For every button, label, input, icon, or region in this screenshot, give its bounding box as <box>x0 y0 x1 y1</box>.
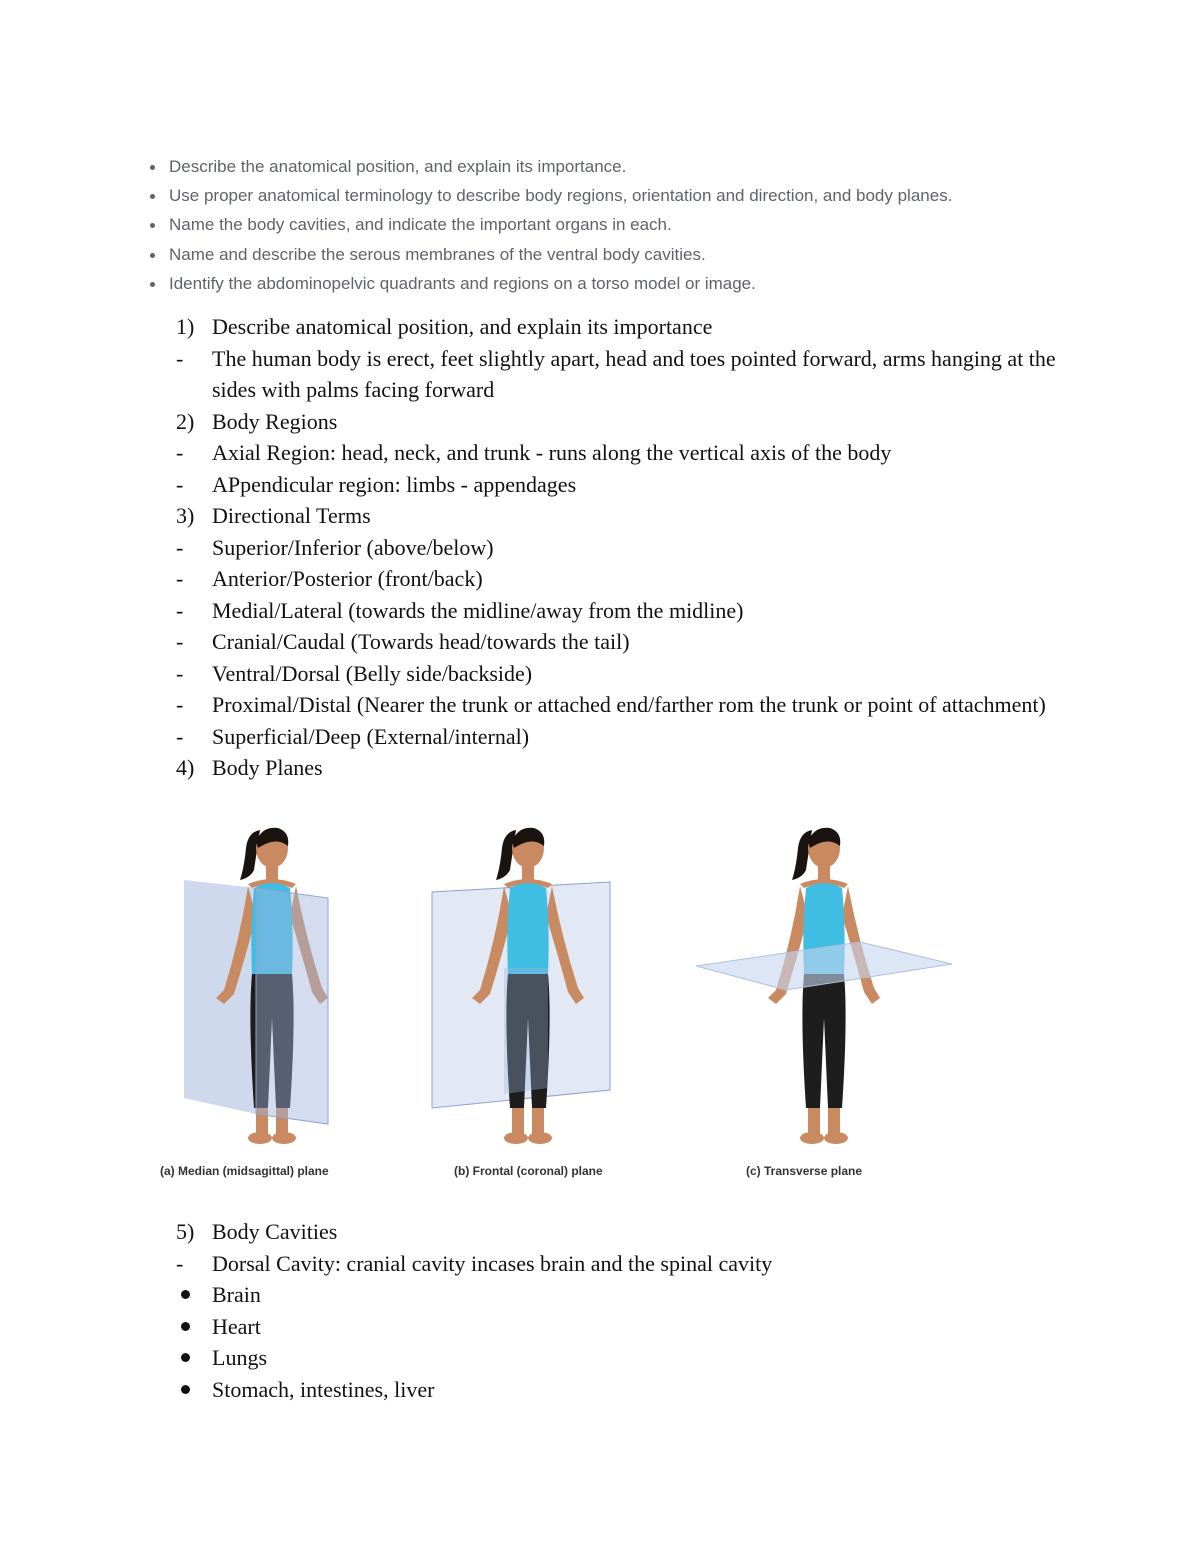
note-marker: - <box>176 629 184 654</box>
note-row <box>176 532 1076 564</box>
transverse-plane-panel <box>690 818 980 1188</box>
frontal-plane-shape-front <box>504 968 548 1094</box>
note-row <box>176 311 1076 343</box>
objective-item: Describe the anatomical position, and explain its importance. <box>150 152 952 181</box>
note-marker: - <box>176 471 184 497</box>
note-text: Anterior/Posterior (front/back) <box>212 566 483 591</box>
frontal-plane-panel <box>430 818 690 1188</box>
median-plane-shape-front <box>256 888 328 1124</box>
note-text: Heart <box>212 1313 261 1339</box>
note-text: Lungs <box>212 1345 267 1370</box>
note-row <box>176 406 1076 438</box>
note-marker: - <box>176 692 184 717</box>
note-row <box>176 1342 1076 1374</box>
note-marker: - <box>176 534 184 560</box>
objective-item: Identify the abdominopelvic quadrants and regions on a torso model or image. <box>150 269 952 298</box>
note-text: Stomach, intestines, liver <box>212 1376 435 1402</box>
note-marker: - <box>176 345 184 371</box>
note-text: Brain <box>212 1282 261 1307</box>
notes-top <box>176 311 1076 784</box>
note-text: Superficial/Deep (External/internal) <box>212 723 530 749</box>
transverse-plane-illustration <box>690 818 960 1163</box>
figure-caption-b: (b) Frontal (coronal) plane <box>454 1164 603 1178</box>
note-row <box>176 689 1076 721</box>
note-row <box>176 1279 1076 1311</box>
figure-caption-a: (a) Median (midsagittal) plane <box>160 1164 329 1178</box>
note-text: Describe anatomical position, and explain its importance <box>212 314 713 339</box>
note-row <box>176 469 1076 501</box>
note-text: The human body is erect, feet slightly apart, head and toes pointed forward, arms hanging at the sides with palms facing forward <box>212 345 1056 402</box>
note-text: Proximal/Distal (Nearer the trunk or attached end/farther rom the trunk or point of attachment) <box>212 692 1046 717</box>
note-row <box>176 658 1076 690</box>
note-marker: - <box>176 566 184 591</box>
note-row <box>176 626 1076 658</box>
note-row <box>176 1216 1076 1248</box>
note-row <box>176 752 1076 784</box>
note-text: Cranial/Caudal (Towards head/towards the tail) <box>212 629 630 654</box>
note-marker: 3) <box>176 503 195 528</box>
note-marker: 1) <box>176 314 195 339</box>
note-row <box>176 595 1076 627</box>
learning-objectives <box>150 152 952 298</box>
objective-item: Name the body cavities, and indicate the important organs in each. <box>150 210 952 239</box>
note-marker: - <box>176 660 184 686</box>
note-text: Dorsal Cavity: cranial cavity incases brain and the spinal cavity <box>212 1250 773 1276</box>
note-marker: - <box>176 1250 184 1276</box>
notes-bottom <box>176 1216 1076 1405</box>
note-marker: - <box>176 597 184 623</box>
transverse-plane-shape <box>696 942 952 990</box>
note-text: Body Planes <box>212 755 323 780</box>
note-row <box>176 1311 1076 1343</box>
note-row <box>176 1374 1076 1406</box>
note-row <box>176 343 1076 406</box>
note-text: Body Regions <box>212 408 338 434</box>
note-row <box>176 721 1076 753</box>
objective-item: Use proper anatomical terminology to describe body regions, orientation and direction, and body planes. <box>150 181 952 210</box>
note-row <box>176 1248 1076 1280</box>
note-text: Axial Region: head, neck, and trunk - runs along the vertical axis of the body <box>212 440 892 465</box>
note-marker: 5) <box>176 1219 195 1244</box>
figure-caption-c: (c) Transverse plane <box>746 1164 863 1178</box>
note-marker: 2) <box>176 408 195 434</box>
note-text: Medial/Lateral (towards the midline/away from the midline) <box>212 597 744 623</box>
note-text: Body Cavities <box>212 1219 338 1244</box>
objective-item: Name and describe the serous membranes of the ventral body cavities. <box>150 240 952 269</box>
note-text: Ventral/Dorsal (Belly side/backside) <box>212 660 533 686</box>
note-row <box>176 500 1076 532</box>
note-text: Superior/Inferior (above/below) <box>212 534 494 560</box>
note-text: Directional Terms <box>212 503 371 528</box>
note-marker: - <box>176 723 184 749</box>
frontal-plane-illustration <box>430 818 670 1163</box>
note-row <box>176 563 1076 595</box>
body-planes-figure <box>160 818 980 1188</box>
note-row <box>176 437 1076 469</box>
median-plane-illustration <box>160 818 400 1163</box>
note-text: APpendicular region: limbs - appendages <box>212 471 577 497</box>
note-marker: - <box>176 440 184 465</box>
note-marker: 4) <box>176 755 195 780</box>
median-plane-panel <box>160 818 420 1188</box>
